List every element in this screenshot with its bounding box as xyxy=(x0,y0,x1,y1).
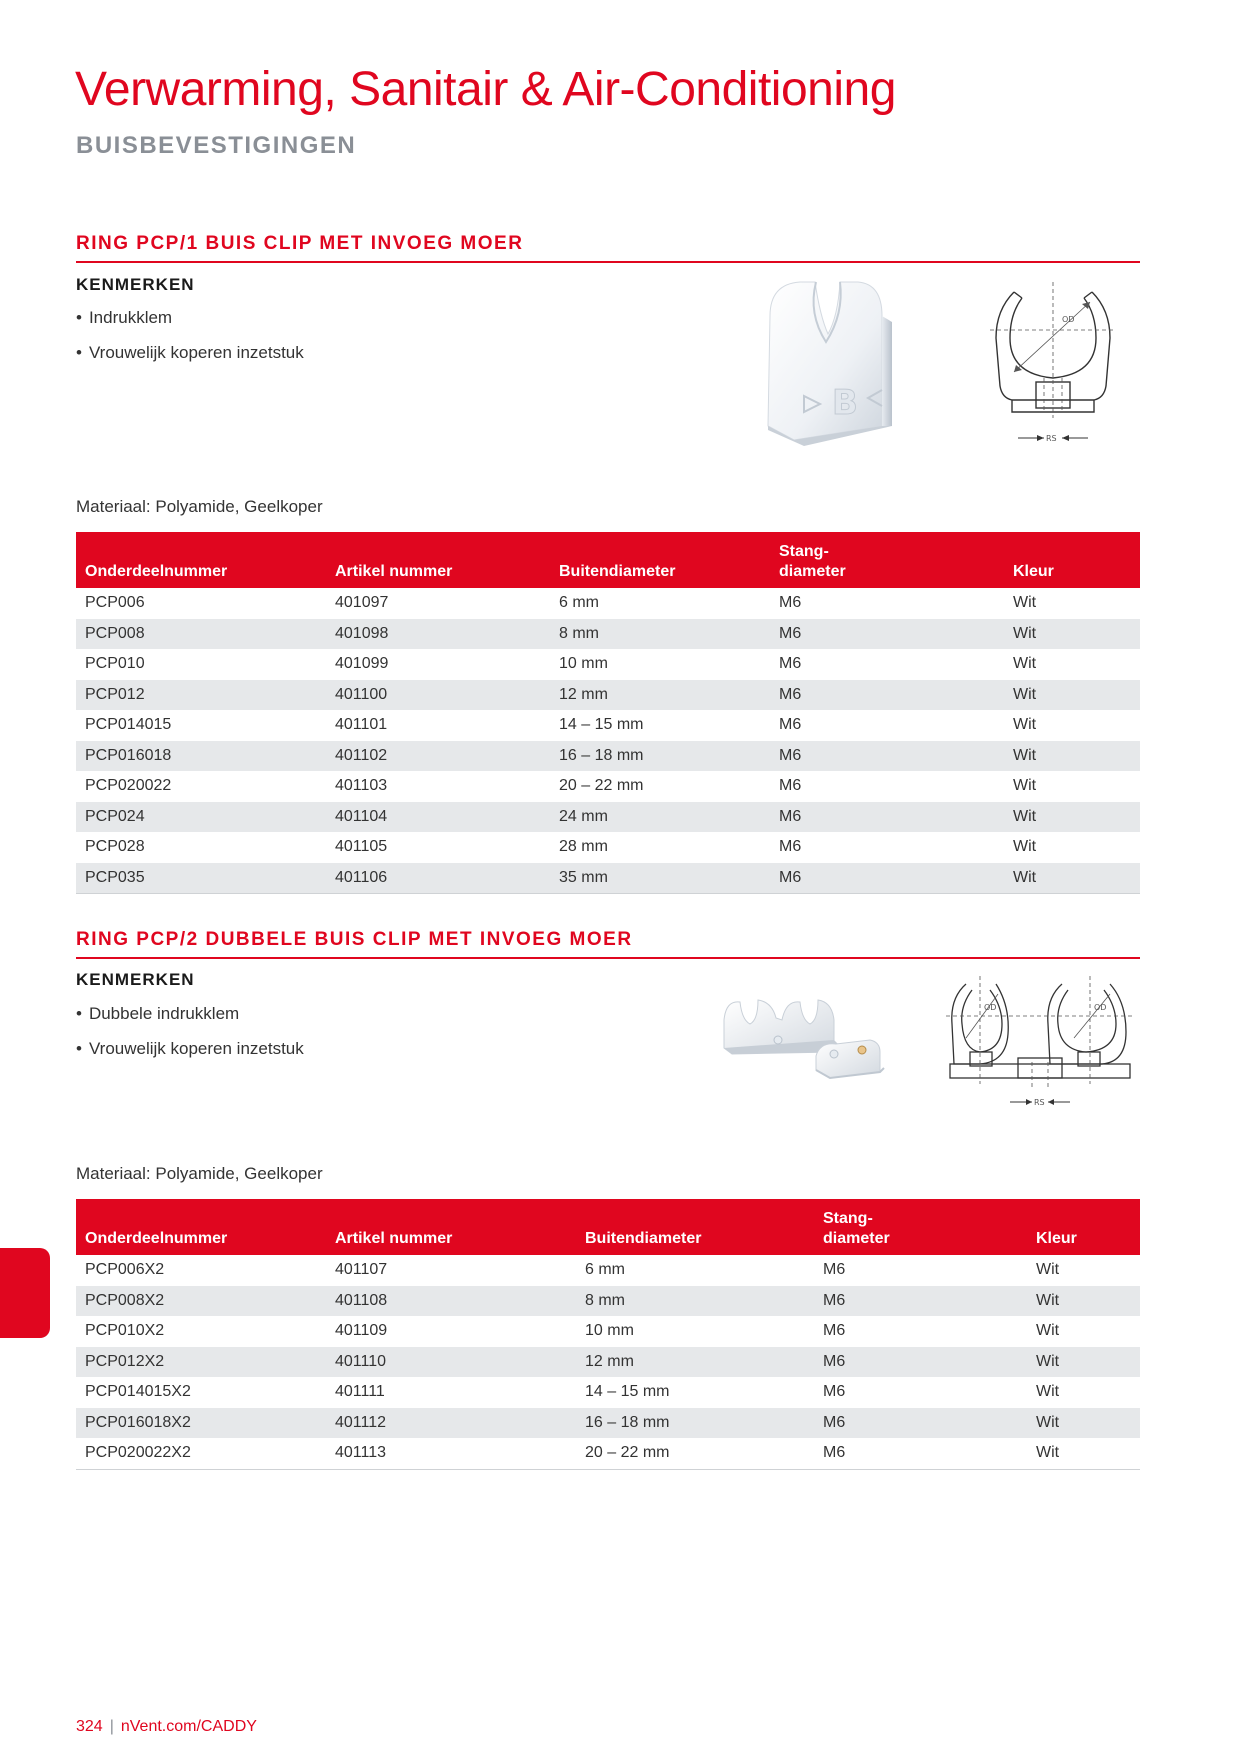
table-row xyxy=(76,1286,1140,1317)
table-cell: 8 mm xyxy=(576,1286,814,1317)
table-header-row xyxy=(76,532,1140,588)
table-cell: 401105 xyxy=(335,838,388,856)
table-row xyxy=(76,863,1140,894)
footer-site: nVent.com/CADDY xyxy=(120,1718,257,1735)
od-label: OD xyxy=(984,1003,997,1012)
table-cell: 10 mm xyxy=(559,655,608,673)
table-cell: 8 mm xyxy=(550,619,770,650)
table-row xyxy=(76,588,1140,619)
table-cell: 24 mm xyxy=(550,802,770,833)
table-cell: Wit xyxy=(1004,802,1140,833)
table-cell: PCP020022 xyxy=(85,777,172,795)
table-row xyxy=(76,619,1140,650)
column-header: Buitendiameter xyxy=(576,1199,814,1255)
column-header: Buitendiameter xyxy=(550,532,770,588)
table-cell: M6 xyxy=(823,1322,846,1340)
table-cell: 401102 xyxy=(326,741,550,772)
table-cell: M6 xyxy=(779,594,802,612)
table-cell: Wit xyxy=(1027,1438,1140,1469)
table-row xyxy=(76,832,1140,863)
table-cell: Wit xyxy=(1013,655,1037,673)
product-image-single-clip xyxy=(760,276,900,448)
od-label: OD xyxy=(1062,315,1075,324)
table-row xyxy=(76,1347,1140,1378)
table-cell: M6 xyxy=(770,802,1004,833)
technical-drawing-double-clip xyxy=(946,972,1136,1114)
table-cell: M6 xyxy=(770,619,1004,650)
table-cell: 401098 xyxy=(326,619,550,650)
features-title: KENMERKEN xyxy=(76,970,195,989)
table-cell: M6 xyxy=(823,1261,846,1279)
table-row xyxy=(76,1255,1140,1286)
spec-table-pcp1 xyxy=(76,532,1140,894)
list-item: • Dubbele indrukklem xyxy=(76,1003,304,1038)
table-cell: M6 xyxy=(770,863,1004,894)
technical-drawing-single-clip xyxy=(990,278,1120,450)
table-cell: 401101 xyxy=(335,716,388,734)
table-cell: PCP012 xyxy=(76,680,326,711)
table-cell: PCP010 xyxy=(85,655,145,673)
table-cell: 401097 xyxy=(335,594,389,612)
table-cell: 20 – 22 mm xyxy=(576,1438,814,1469)
table-row xyxy=(76,1316,1140,1347)
footer-separator: | xyxy=(109,1718,114,1735)
table-cell: M6 xyxy=(770,680,1004,711)
page-footer xyxy=(76,1718,257,1736)
list-item: • Vrouwelijk koperen inzetstuk xyxy=(76,342,304,377)
material-text: Materiaal: Polyamide, Geelkoper xyxy=(76,497,323,516)
table-cell: 401112 xyxy=(326,1408,576,1439)
rs-label: RS xyxy=(1046,434,1057,443)
features-title: KENMERKEN xyxy=(76,275,195,294)
list-item: • Vrouwelijk koperen inzetstuk xyxy=(76,1038,304,1073)
table-cell: 35 mm xyxy=(550,863,770,894)
table-row xyxy=(76,649,1140,680)
table-cell: Wit xyxy=(1027,1286,1140,1317)
table-cell: Wit xyxy=(1027,1408,1140,1439)
table-cell: PCP014015 xyxy=(85,716,172,734)
table-cell: 401109 xyxy=(335,1322,388,1340)
table-row xyxy=(76,1438,1140,1469)
table-cell: 6 mm xyxy=(559,594,599,612)
product-image-double-clip xyxy=(720,990,900,1100)
table-cell: PCP035 xyxy=(76,863,326,894)
page-subtitle: BUISBEVESTIGINGEN xyxy=(76,132,357,159)
table-cell: Wit xyxy=(1004,619,1140,650)
table-cell: 401106 xyxy=(326,863,550,894)
column-header: Stang- diameter xyxy=(814,1199,1027,1255)
table-cell: Wit xyxy=(1036,1261,1060,1279)
table-cell: 401100 xyxy=(326,680,550,711)
table-cell: Wit xyxy=(1027,1347,1140,1378)
table-cell: PCP008X2 xyxy=(76,1286,326,1317)
table-cell: 12 mm xyxy=(576,1347,814,1378)
column-header: Kleur xyxy=(1004,532,1140,588)
table-cell: PCP028 xyxy=(85,838,145,856)
table-cell: 401111 xyxy=(335,1383,385,1401)
column-header: Kleur xyxy=(1027,1199,1140,1255)
table-cell: M6 xyxy=(814,1286,1027,1317)
table-cell: M6 xyxy=(770,741,1004,772)
table-cell: 16 – 18 mm xyxy=(576,1408,814,1439)
page-title: Verwarming, Sanitair & Air-Conditioning xyxy=(75,63,896,116)
column-header: Artikel nummer xyxy=(326,1199,576,1255)
features-list xyxy=(76,1003,304,1073)
table-cell: 6 mm xyxy=(585,1261,625,1279)
table-cell: 12 mm xyxy=(550,680,770,711)
table-cell: 14 – 15 mm xyxy=(585,1383,670,1401)
table-cell: Wit xyxy=(1013,716,1037,734)
table-cell: 28 mm xyxy=(559,838,608,856)
table-cell: PCP016018X2 xyxy=(76,1408,326,1439)
table-cell: 20 – 22 mm xyxy=(559,777,644,795)
table-cell: 16 – 18 mm xyxy=(550,741,770,772)
od-label: OD xyxy=(1094,1003,1107,1012)
table-cell: M6 xyxy=(814,1438,1027,1469)
table-cell: PCP012X2 xyxy=(76,1347,326,1378)
table-cell: Wit xyxy=(1036,1322,1060,1340)
table-row xyxy=(76,802,1140,833)
table-cell: Wit xyxy=(1004,863,1140,894)
spec-table-pcp2 xyxy=(76,1199,1140,1470)
table-header-row xyxy=(76,1199,1140,1255)
table-cell: 401103 xyxy=(335,777,388,795)
column-header: Onderdeelnummer xyxy=(76,532,326,588)
table-cell: 401107 xyxy=(335,1261,388,1279)
table-cell: Wit xyxy=(1004,680,1140,711)
page-number: 324 xyxy=(76,1718,103,1735)
table-cell: Wit xyxy=(1013,838,1037,856)
table-cell: 401113 xyxy=(326,1438,576,1469)
table-cell: M6 xyxy=(814,1347,1027,1378)
column-header: Onderdeelnummer xyxy=(76,1199,326,1255)
table-row xyxy=(76,741,1140,772)
table-cell: Wit xyxy=(1013,777,1037,795)
table-cell: 10 mm xyxy=(585,1322,634,1340)
table-cell: M6 xyxy=(779,838,802,856)
table-cell: 401108 xyxy=(326,1286,576,1317)
table-cell: PCP016018 xyxy=(76,741,326,772)
table-cell: Wit xyxy=(1004,741,1140,772)
table-cell: M6 xyxy=(779,777,802,795)
table-cell: PCP006 xyxy=(85,594,145,612)
table-cell: PCP014015X2 xyxy=(85,1383,191,1401)
material-text: Materiaal: Polyamide, Geelkoper xyxy=(76,1164,323,1183)
chapter-tab xyxy=(0,1248,50,1338)
column-header: Artikel nummer xyxy=(326,532,550,588)
rs-label: RS xyxy=(1034,1098,1045,1107)
table-cell: PCP008 xyxy=(76,619,326,650)
table-cell: PCP010X2 xyxy=(85,1322,165,1340)
table-row xyxy=(76,1408,1140,1439)
table-cell: 14 – 15 mm xyxy=(559,716,644,734)
section-heading-pcp1: RING PCP/1 BUIS CLIP MET INVOEG MOER xyxy=(76,233,1140,263)
table-cell: PCP006X2 xyxy=(85,1261,165,1279)
column-header: Stang- diameter xyxy=(770,532,1004,588)
section-heading-pcp2: RING PCP/2 DUBBELE BUIS CLIP MET INVOEG MOER xyxy=(76,929,1140,959)
table-cell: 401099 xyxy=(335,655,389,673)
table-row xyxy=(76,680,1140,711)
table-cell: PCP020022X2 xyxy=(76,1438,326,1469)
list-item: • Indrukklem xyxy=(76,307,304,342)
svg-text:B: B xyxy=(832,383,858,423)
table-cell: M6 xyxy=(823,1383,846,1401)
table-cell: M6 xyxy=(814,1408,1027,1439)
table-row xyxy=(76,771,1140,802)
features-list xyxy=(76,307,304,377)
table-cell: 401104 xyxy=(326,802,550,833)
table-cell: 401110 xyxy=(326,1347,576,1378)
table-cell: M6 xyxy=(779,655,802,673)
table-row xyxy=(76,1377,1140,1408)
table-cell: M6 xyxy=(779,716,802,734)
table-row xyxy=(76,710,1140,741)
table-cell: Wit xyxy=(1013,594,1037,612)
table-cell: PCP024 xyxy=(76,802,326,833)
table-cell: Wit xyxy=(1036,1383,1060,1401)
